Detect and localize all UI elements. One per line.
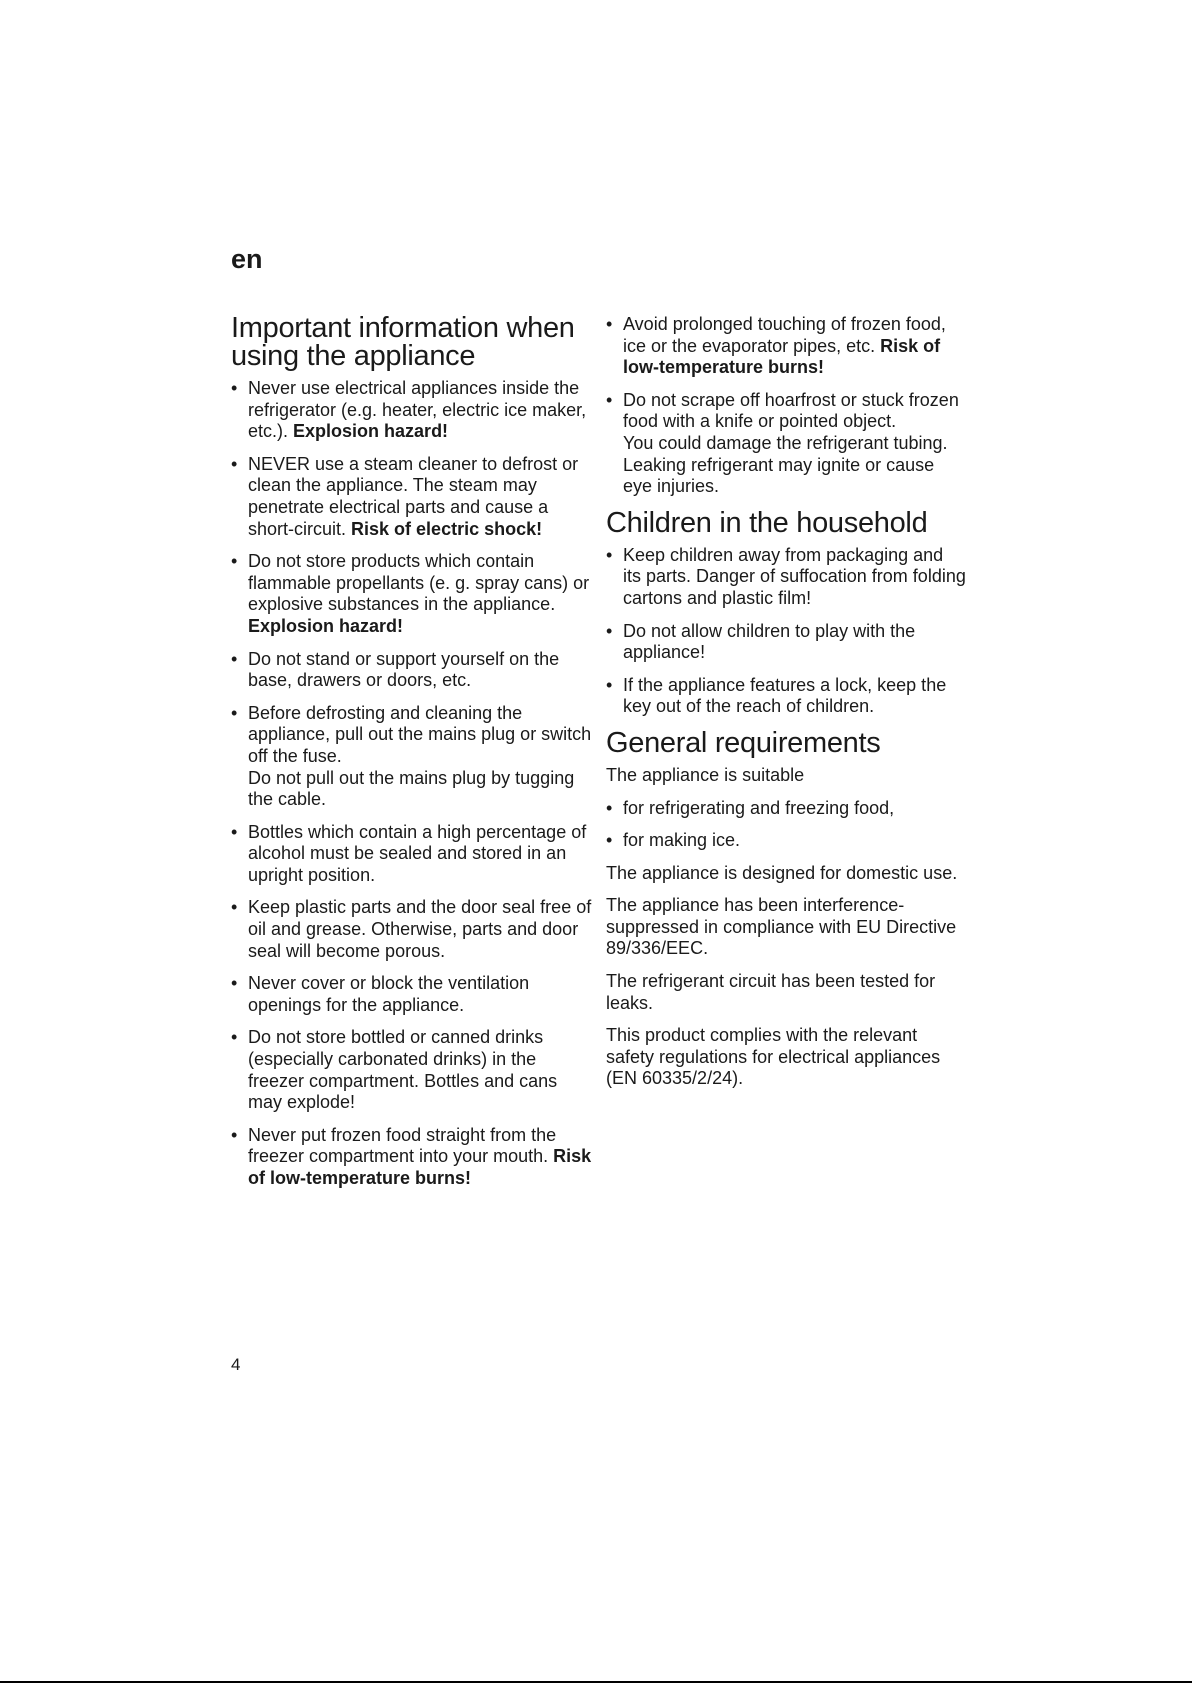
warning-text: Explosion hazard! [248,615,404,636]
list-item: • Do not scrape off hoarfrost or stuck frozen food with a knife or pointed object. You could damage the refrigerant tubing. Leaking refrigerant may ignite or cause eye injuries. [606,389,959,497]
warning-text: Risk of electric shock! [351,518,543,539]
section-title-important-info: Important information when using the appliance [231,312,575,372]
section-title-children: Children in the household [606,506,928,539]
children-list [606,545,966,718]
general-intro: The appliance is suitable [606,764,805,785]
general-list [606,798,966,852]
warning-text: Risk of low-temperature burns! [248,1146,592,1188]
list-item: • Do not store bottled or canned drinks (especially carbonated drinks) in the freezer compartment. Bottles and cans may explode! [231,1027,558,1113]
section-title-general: General requirements [606,726,881,759]
list-item: • Never use electrical appliances inside the refrigerator (e.g. heater, electric ice maker, etc.). Explosion hazard! [231,378,587,442]
safety-list [231,378,593,1190]
list-item: • If the appliance features a lock, keep the key out of the reach of children. [606,674,947,717]
list-item: • Avoid prolonged touching of frozen food, ice or the evaporator pipes, etc. Risk of low-temperature burns! [606,314,946,378]
list-item: • Before defrosting and cleaning the appliance, pull out the mains plug or switch off the fuse. Do not pull out the mains plug by tugging the cable. [231,702,592,810]
list-item: • Keep children away from packaging and its parts. Danger of suffocation from folding cartons and plastic film! [606,544,966,608]
list-item: • for refrigerating and freezing food, [606,797,895,818]
list-item: • NEVER use a steam cleaner to defrost or clean the appliance. The steam may penetrate electrical parts and cause a short-circuit. Risk of electric shock! [231,453,579,539]
list-item: • Do not stand or support yourself on the base, drawers or doors, etc. [231,648,560,691]
warning-text: Risk of low-temperature burns! [623,335,941,378]
list-item: • Do not store products which contain flammable propellants (e. g. spray cans) or explosive substances in the appliance. Explosion hazard! [231,551,590,636]
list-item: • Never cover or block the ventilation openings for the appliance. [231,973,530,1015]
list-item: • Do not allow children to play with the appliance! [606,620,916,663]
general-paragraph: This product complies with the relevant safety regulations for electrical appliances (EN 60335/2/24). [606,1025,941,1089]
language-code: en [231,244,263,274]
safety-list-continued [606,314,966,498]
general-paragraph: The appliance is designed for domestic use. [606,862,958,883]
page-number: 4 [231,1355,241,1374]
general-paragraph: The appliance has been interference-suppressed in compliance with EU Directive 89/336/EEC. [606,895,957,959]
list-item: • Bottles which contain a high percentage of alcohol must be sealed and stored in an upright position. [231,821,587,885]
list-item: • Never put frozen food straight from the freezer compartment into your mouth. Risk of low-temperature burns! [231,1124,592,1188]
right-column [606,314,966,1101]
list-item: • Keep plastic parts and the door seal free of oil and grease. Otherwise, parts and door seal will become porous. [231,897,592,961]
left-column [231,314,593,1201]
warning-text: Explosion hazard! [293,421,449,442]
list-item: • for making ice. [606,830,741,851]
general-paragraph: The refrigerant circuit has been tested for leaks. [606,971,936,1013]
scan-edge-line [0,1681,1192,1683]
